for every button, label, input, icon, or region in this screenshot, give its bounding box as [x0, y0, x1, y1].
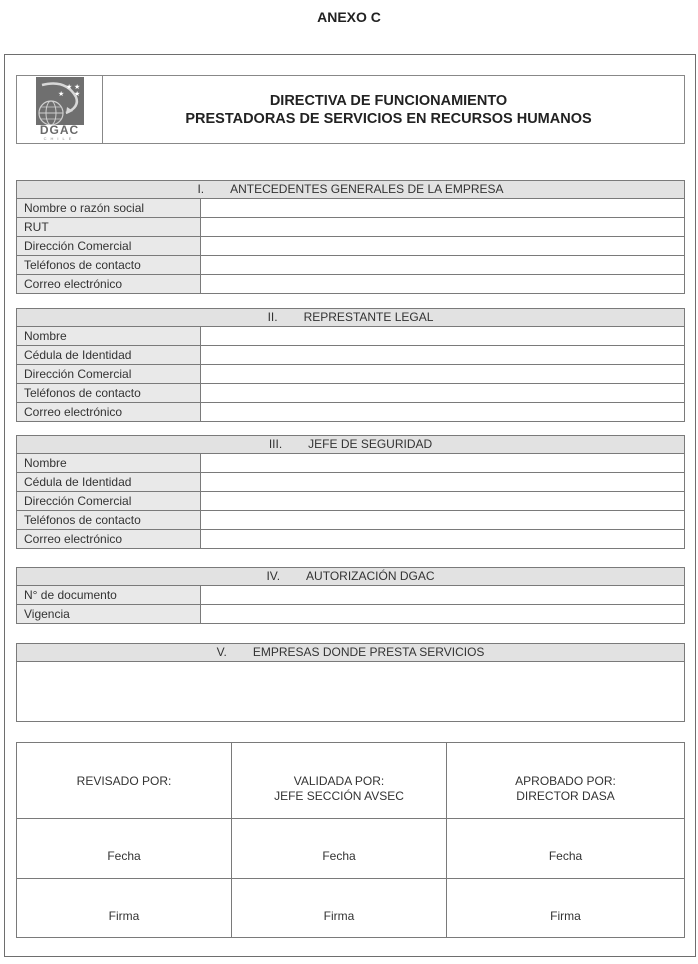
telefonos-input[interactable]: [201, 256, 684, 274]
document-title-line2: PRESTADORAS DE SERVICIOS EN RECURSOS HUMANOS: [185, 110, 592, 127]
section-title: REPRESTANTE LEGAL: [303, 310, 434, 324]
field-row-correo: [17, 403, 684, 421]
section-empresas-servicios: [16, 643, 685, 722]
section-antecedentes-generales: [16, 180, 685, 294]
field-row-telefonos: [17, 384, 684, 403]
dgac-logo: [36, 77, 84, 142]
field-row-cedula: [17, 473, 684, 492]
svg-text:★: ★: [65, 84, 72, 91]
nombre-razon-social-input[interactable]: [201, 199, 684, 217]
section-title: EMPRESAS DONDE PRESTA SERVICIOS: [252, 645, 485, 659]
representante-correo-input[interactable]: [201, 403, 684, 421]
field-row-telefonos: [17, 256, 684, 275]
field-row-nombre: [17, 454, 684, 473]
representante-cedula-input[interactable]: [201, 346, 684, 364]
field-row-telefonos: [17, 511, 684, 530]
validada-firma-field[interactable]: [232, 879, 447, 937]
representante-direccion-input[interactable]: [201, 365, 684, 383]
jefe-telefonos-input[interactable]: [201, 511, 684, 529]
fecha-label: Fecha: [107, 849, 141, 863]
fecha-label: Fecha: [322, 849, 356, 863]
empresas-servicios-textarea[interactable]: [17, 662, 684, 721]
section-title: AUTORIZACIÓN DGAC: [306, 569, 435, 583]
aprobado-firma-field[interactable]: [447, 879, 684, 937]
field-label: Cédula de Identidad: [17, 473, 201, 491]
header-line1: VALIDADA POR:: [293, 774, 385, 788]
firma-label: Firma: [108, 909, 140, 923]
revisado-por-header: [17, 743, 232, 819]
field-label: Dirección Comercial: [17, 237, 201, 255]
logo-text: DGAC: [39, 123, 80, 137]
section-header: [17, 181, 684, 199]
revisado-firma-field[interactable]: [17, 879, 232, 937]
field-row-rut: [17, 218, 684, 237]
dgac-emblem-icon: [36, 77, 84, 125]
header-line1: APROBADO POR:: [515, 774, 616, 788]
field-label: Nombre o razón social: [17, 199, 201, 217]
section-title: JEFE DE SEGURIDAD: [308, 437, 433, 451]
jefe-correo-input[interactable]: [201, 530, 684, 548]
field-row-nombre-razon-social: [17, 199, 684, 218]
logo-cell: [17, 76, 103, 143]
revisado-fecha-field[interactable]: [17, 819, 232, 879]
field-label: Vigencia: [17, 605, 201, 623]
document-title-line1: DIRECTIVA DE FUNCIONAMIENTO: [269, 92, 508, 109]
logo-subtext: CHILE: [43, 136, 76, 141]
aprobado-fecha-field[interactable]: [447, 819, 684, 879]
section-header: [17, 644, 684, 662]
field-row-direccion-comercial: [17, 492, 684, 511]
field-row-correo: [17, 530, 684, 548]
section-jefe-seguridad: [16, 435, 685, 549]
direccion-comercial-input[interactable]: [201, 237, 684, 255]
field-label: Dirección Comercial: [17, 492, 201, 510]
jefe-nombre-input[interactable]: [201, 454, 684, 472]
field-label: Nombre: [17, 454, 201, 472]
field-row-correo: [17, 275, 684, 293]
section-header: [17, 436, 684, 454]
header-line2: JEFE SECCIÓN AVSEC: [274, 789, 404, 803]
representante-nombre-input[interactable]: [201, 327, 684, 345]
field-label: Cédula de Identidad: [17, 346, 201, 364]
numero-documento-input[interactable]: [201, 586, 684, 604]
validada-fecha-field[interactable]: [232, 819, 447, 879]
document-title: [103, 76, 684, 143]
section-autorizacion-dgac: [16, 567, 685, 624]
vigencia-input[interactable]: [201, 605, 684, 623]
field-row-vigencia: [17, 605, 684, 623]
field-label: Teléfonos de contacto: [17, 384, 201, 402]
svg-text:★: ★: [73, 84, 80, 91]
field-label: Teléfonos de contacto: [17, 256, 201, 274]
firma-label: Firma: [323, 909, 355, 923]
section-header: [17, 309, 684, 327]
header-line2: DIRECTOR DASA: [516, 789, 615, 803]
correo-input[interactable]: [201, 275, 684, 293]
svg-text:★: ★: [57, 91, 64, 98]
field-label: Dirección Comercial: [17, 365, 201, 383]
representante-telefonos-input[interactable]: [201, 384, 684, 402]
firma-label: Firma: [550, 909, 581, 923]
section-title: ANTECEDENTES GENERALES DE LA EMPRESA: [230, 182, 504, 196]
field-label: Correo electrónico: [17, 530, 201, 548]
jefe-direccion-input[interactable]: [201, 492, 684, 510]
field-label: Teléfonos de contacto: [17, 511, 201, 529]
rut-input[interactable]: [201, 218, 684, 236]
annex-title: ANEXO C: [317, 9, 381, 25]
field-label: RUT: [17, 218, 201, 236]
signature-table: [16, 742, 685, 938]
field-label: N° de documento: [17, 586, 201, 604]
section-number: IV.: [266, 569, 281, 583]
validada-por-header: [232, 743, 447, 819]
field-row-numero-documento: [17, 586, 684, 605]
section-representante-legal: [16, 308, 685, 422]
header-line1: REVISADO POR:: [76, 774, 172, 788]
section-number: I.: [197, 182, 205, 196]
field-label: Correo electrónico: [17, 275, 201, 293]
svg-text:★: ★: [73, 91, 80, 98]
section-number: III.: [268, 437, 283, 451]
document-header: [16, 75, 685, 144]
field-row-direccion-comercial: [17, 365, 684, 384]
field-label: Nombre: [17, 327, 201, 345]
field-row-direccion-comercial: [17, 237, 684, 256]
field-label: Correo electrónico: [17, 403, 201, 421]
fecha-label: Fecha: [548, 849, 583, 863]
section-number: V.: [216, 645, 227, 659]
field-row-nombre: [17, 327, 684, 346]
section-number: II.: [267, 310, 278, 324]
field-row-cedula: [17, 346, 684, 365]
jefe-cedula-input[interactable]: [201, 473, 684, 491]
section-header: [17, 568, 684, 586]
aprobado-por-header: [447, 743, 684, 819]
